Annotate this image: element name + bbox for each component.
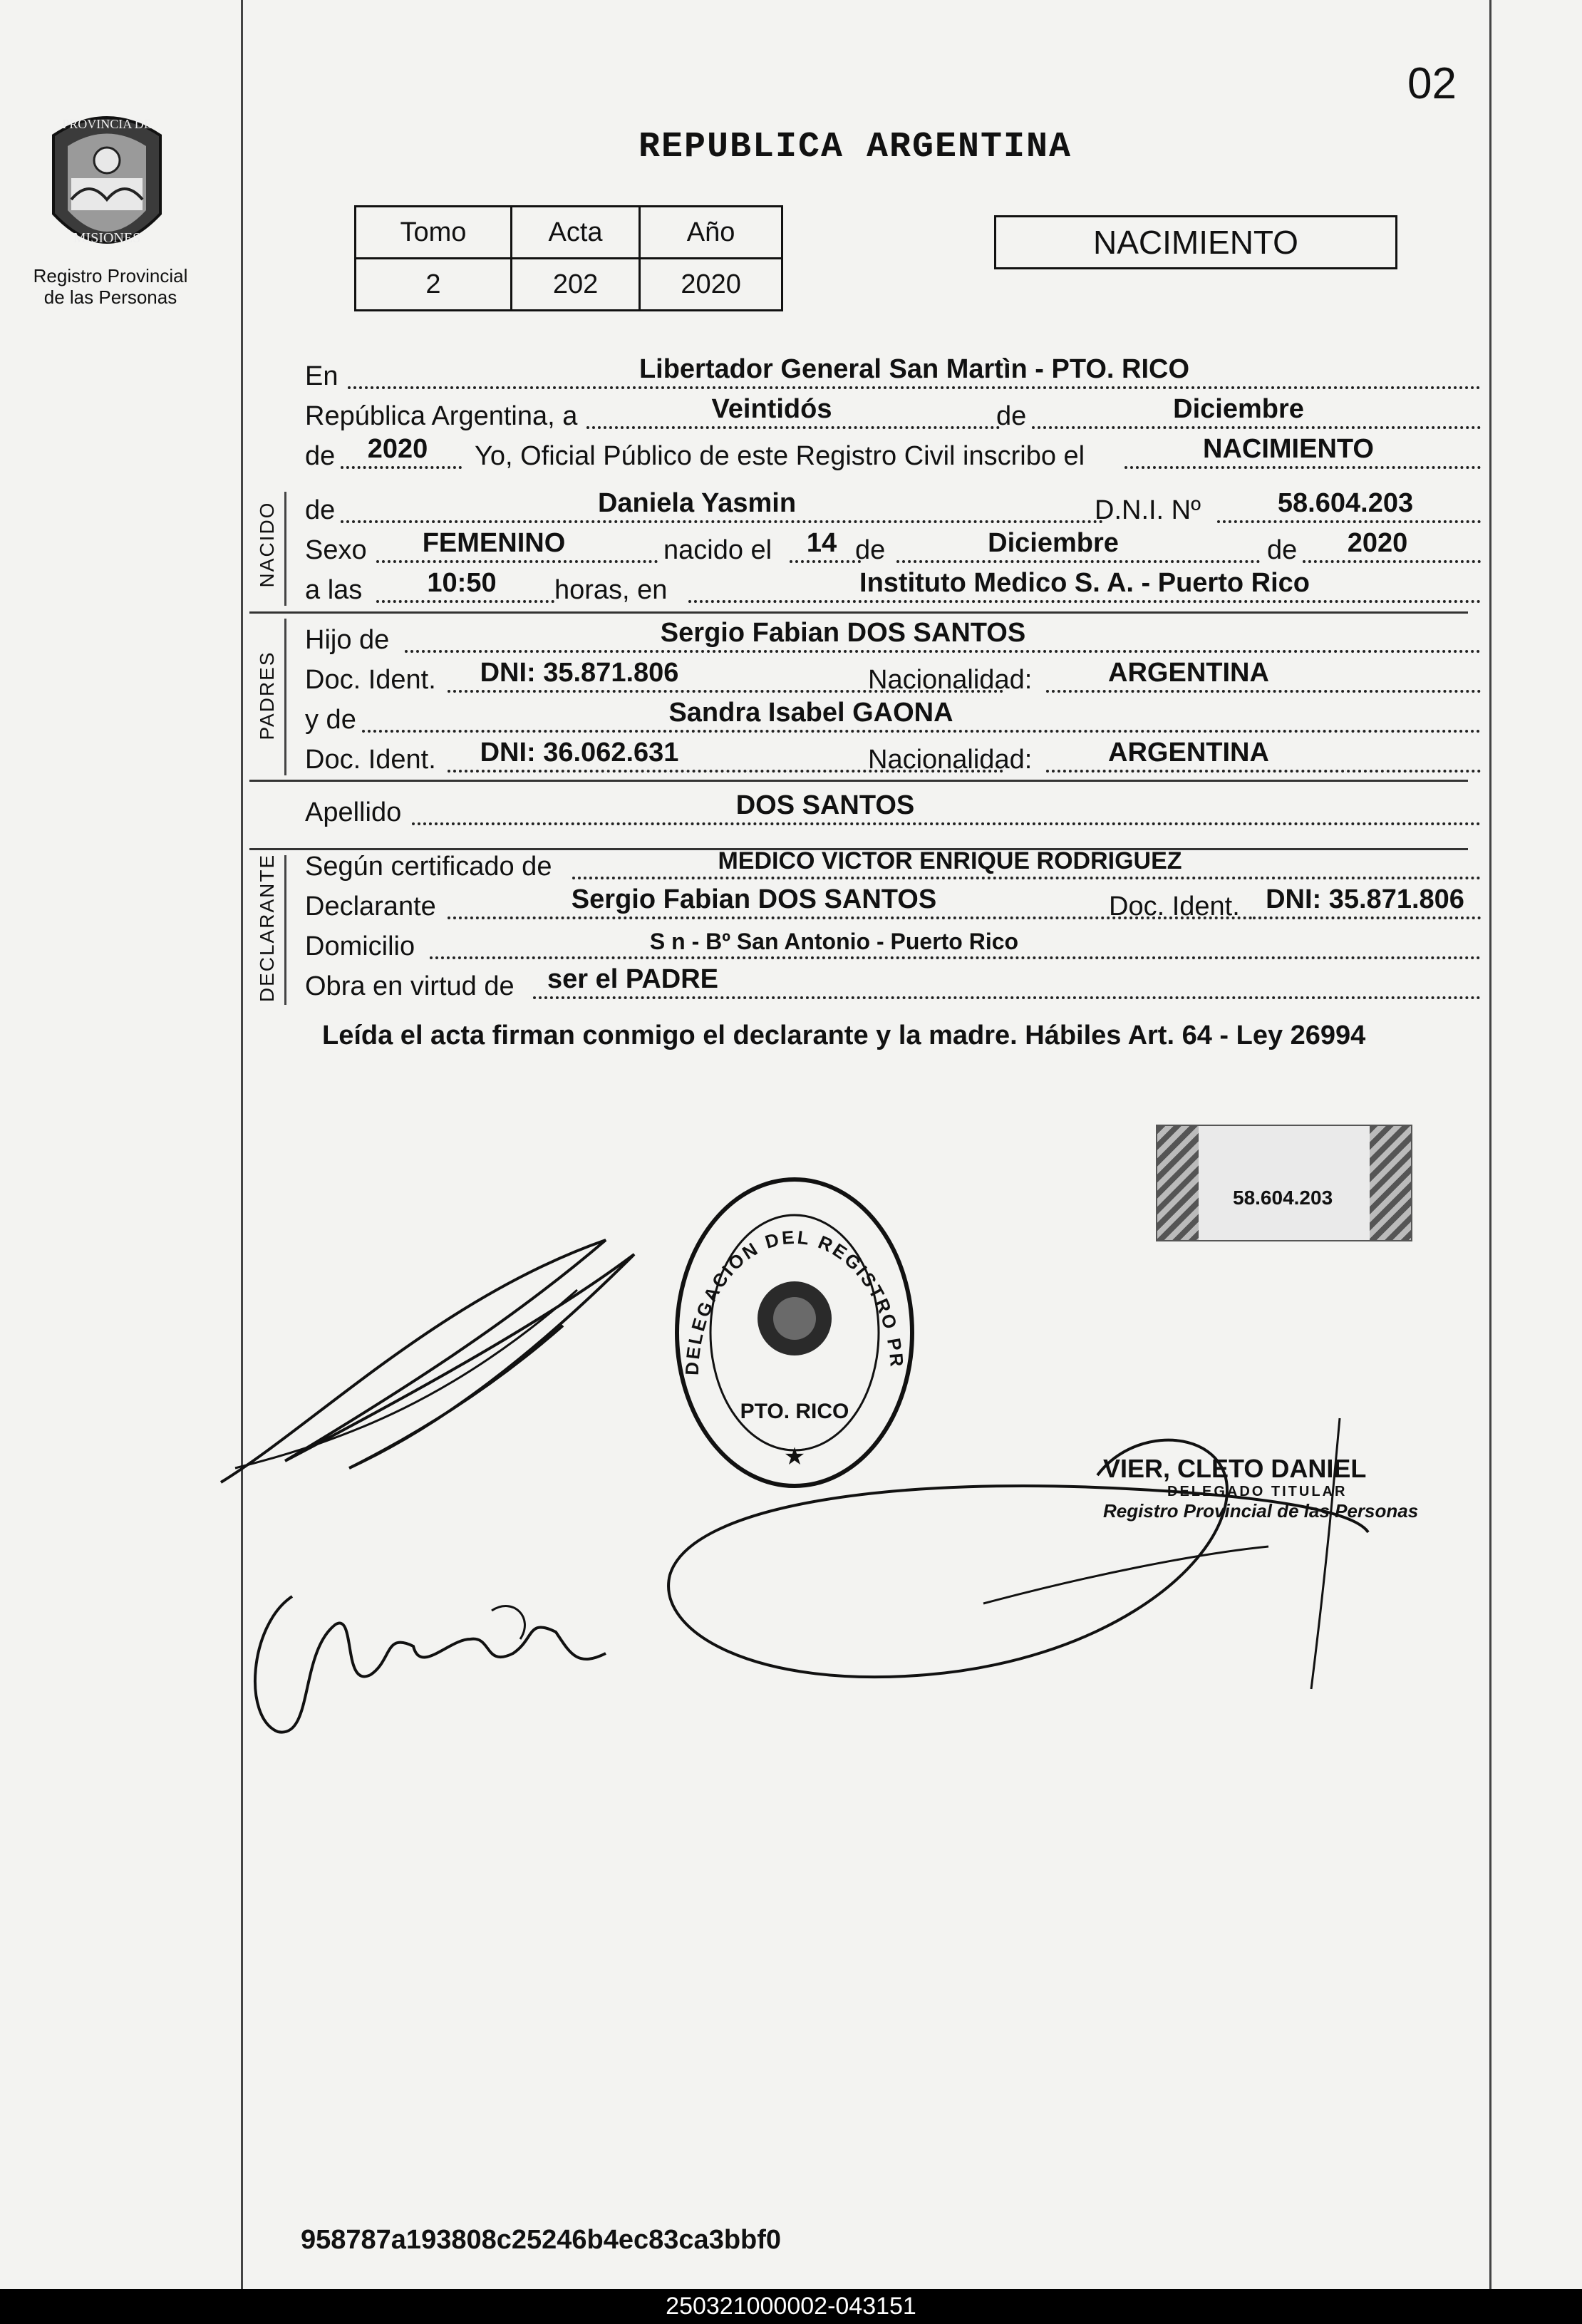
label-de-name: de [305,495,336,525]
side-label-padres: PADRES [256,651,278,740]
label-de-year: de [1267,535,1298,565]
row-mother-doc [305,740,1582,780]
declarant-doc-value: DNI: 35.871.806 [1266,884,1464,914]
label-oficial: Yo, Oficial Público de este Registro Civil inscribo el [475,441,1085,471]
birth-year-value: 2020 [1347,528,1408,558]
declarant-name-value: Sergio Fabian DOS SANTOS [571,884,937,914]
nacido-divider [284,492,286,606]
child-name-value: Daniela Yasmin [597,488,797,518]
label-doc-ident-mother: Doc. Ident. [305,745,436,775]
label-de-year-prefix: de [305,441,336,471]
record-year-value: 2020 [367,434,428,464]
page-number: 02 [1407,59,1457,108]
act-type-value: NACIMIENTO [1203,434,1374,464]
right-margin-line [1489,0,1491,2289]
address-value: S n - Bº San Antonio - Puerto Rico [649,929,1019,954]
sex-value: FEMENINO [422,528,566,558]
anio-header: Año [640,207,782,259]
label-nacionalidad-mother: Nacionalidad: [868,745,1033,775]
label-dni: D.N.I. Nº [1095,495,1201,525]
section-line-apellido [249,780,1468,782]
tomo-value: 2 [356,259,512,311]
surname-value: DOS SANTOS [735,790,915,820]
label-horas-en: horas, en [554,575,668,605]
seal-inner-text: PTO. RICO [740,1400,849,1423]
row-mother-name [305,700,1582,740]
label-nacionalidad-father: Nacionalidad: [868,665,1033,695]
record-type-box: NACIMIENTO [994,215,1397,269]
certificate-by-value: MEDICO VICTOR ENRIQUE RODRIGUEZ [718,847,1182,874]
label-declarante: Declarante [305,892,436,921]
row-father-doc [305,660,1582,700]
emblem-bottom-text: MISIONES [73,230,141,246]
label-y-de: y de [305,705,356,735]
father-nationality-value: ARGENTINA [1108,658,1269,688]
label-hijo-de: Hijo de [305,625,390,655]
row-address [305,926,1582,966]
record-month-value: Diciembre [1173,394,1304,424]
acta-value: 202 [511,259,639,311]
label-republica: República Argentina, a [305,401,578,431]
row-declarant [305,884,1582,926]
row-sex-birthdate [305,530,1582,570]
label-doc-ident-father: Doc. Ident. [305,665,436,695]
father-doc-value: DNI: 35.871.806 [480,658,679,688]
row-child-name [305,490,1582,530]
label-domicilio: Domicilio [305,931,415,961]
declarant-signature [207,1212,648,1497]
father-name-value: Sergio Fabian DOS SANTOS [660,618,1026,648]
anio-value: 2020 [640,259,782,311]
id-tag [1156,1125,1412,1241]
padres-divider [284,619,286,775]
label-nacido-el: nacido el [663,535,772,565]
label-apellido: Apellido [305,797,402,827]
birth-time-value: 10:50 [427,568,497,598]
emblem-top-text: PROVINCIA DE [62,117,152,131]
page-title: REPUBLICA ARGENTINA [638,127,1072,167]
star-icon: ★ [783,1443,806,1470]
row-record-date [305,396,1582,436]
delegate-org: Registro Provincial de las Personas [1103,1500,1419,1522]
document-hash: 958787a193808c25246b4ec83ca3bbf0 [301,2225,782,2255]
label-obra-en-virtud: Obra en virtud de [305,971,515,1001]
delegate-signature [627,1390,1439,1710]
record-day-value: Veintidós [711,394,832,424]
capacity-value: ser el PADRE [547,964,719,994]
label-segun-certificado: Según certificado de [305,852,552,882]
label-a-las: a las [305,575,363,605]
tomo-header: Tomo [356,207,512,259]
row-father-name [305,620,1582,660]
declarante-divider [284,855,286,1005]
mother-signature [235,1568,634,1753]
delegate-role: DELEGADO TITULAR [1167,1484,1348,1499]
record-table [354,205,783,311]
side-label-nacido: NACIDO [256,501,278,588]
label-en: En [305,361,338,391]
closing-statement: Leída el acta firman conmigo el declarante y la madre. Hábiles Art. 64 - Ley 26994 [322,1021,1366,1050]
birth-month-value: Diciembre [988,528,1119,558]
label-de: de [996,401,1027,431]
row-birth-time-place [305,570,1582,610]
label-de-month: de [855,535,886,565]
footer-id-bar: 250321000002-043151 [0,2289,1582,2324]
mother-nationality-value: ARGENTINA [1108,738,1269,768]
section-line-padres [249,611,1468,614]
mother-name-value: Sandra Isabel GAONA [668,698,953,728]
delegate-stamp [1103,1454,1431,1522]
delegate-name: VIER, CLETO DANIEL [1103,1454,1367,1483]
id-tag-number: 58.604.203 [1233,1187,1333,1209]
acta-header: Acta [511,207,639,259]
row-capacity [305,966,1582,1006]
place-value: Libertador General San Martìn - PTO. RICO [639,354,1190,384]
label-doc-ident-declarant: Doc. Ident. [1109,892,1240,921]
birth-place-value: Instituto Medico S. A. - Puerto Rico [859,568,1310,598]
label-sexo: Sexo [305,535,367,565]
row-place [305,356,1582,396]
seal-ring-text: DELEGACION DEL REGISTRO PROVINCIAL DE LAS PERSONAS [654,1145,909,1376]
left-margin-line [241,0,243,2289]
child-dni-value: 58.604.203 [1277,488,1414,518]
birth-day-value: 14 [806,528,837,558]
side-label-declarante: DECLARANTE [256,853,278,1003]
mother-doc-value: DNI: 36.062.631 [480,738,679,768]
row-record-year [305,436,1582,476]
registry-name: Registro Provincial de las Personas [33,265,188,308]
row-certificate [305,847,1582,887]
row-surname [305,792,1582,832]
